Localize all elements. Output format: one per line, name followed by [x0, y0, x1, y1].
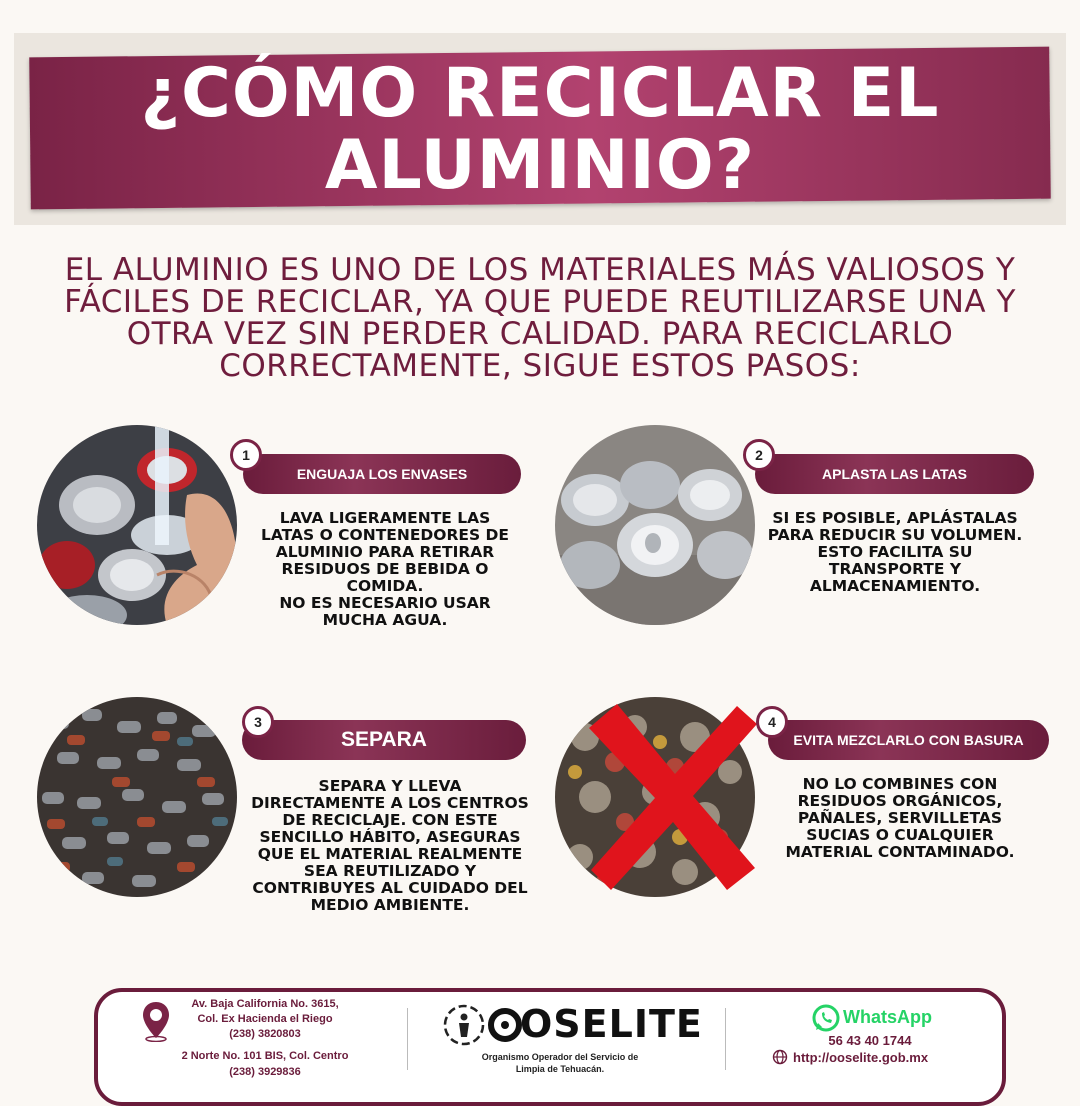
footer-divider-right — [725, 1008, 726, 1070]
step-4-number-badge: 4 — [756, 706, 788, 738]
crushed-cans-photo — [555, 425, 755, 625]
step-2-description: SI ES POSIBLE, APLÁSTALAS PARA REDUCIR SU VOLUMEN. ESTO FACILITA SU TRANSPORTE Y ALMACENAMIENTO. — [767, 509, 1023, 595]
footer-org-line-1: Organismo Operador del Servicio de — [481, 1052, 639, 1062]
step-4-title-pill: EVITA MEZCLARLO CON BASURA — [768, 720, 1049, 760]
footer-phone-2: (238) 3929836 — [229, 1066, 301, 1078]
recycle-person-icon — [442, 1003, 486, 1047]
footer-org-line-2: Limpia de Tehuacán. — [515, 1064, 605, 1074]
step-2-number-badge: 2 — [743, 439, 775, 471]
footer-logo-text: OSELITE — [520, 1002, 703, 1046]
step-3-title-pill: SEPARA — [242, 720, 526, 760]
step-1-title-pill: ENGUAJA LOS ENVASES — [243, 454, 521, 494]
page-title — [30, 54, 1050, 205]
step-3-number-badge: 3 — [242, 706, 274, 738]
step-1-number-badge: 1 — [230, 439, 262, 471]
oselite-logo-mark — [488, 1008, 522, 1042]
globe-icon — [772, 1049, 788, 1065]
title-line-1: ¿CÓMO RECICLAR EL — [140, 54, 940, 133]
title-line-2: ALUMINIO? — [324, 126, 756, 205]
footer-whatsapp-label: WhatsApp — [843, 1007, 932, 1027]
step-4-description: NO LO COMBINES CON RESIDUOS ORGÁNICOS, PAÑALES, SERVILLETAS SUCIAS O CUALQUIER MATERIAL CONTAMINADO. — [785, 775, 1015, 861]
whatsapp-icon — [812, 1004, 840, 1032]
red-x-icon — [577, 700, 767, 895]
footer-address-1-line-2: Col. Ex Hacienda el Riego — [197, 1013, 333, 1025]
sorted-cans-photo — [37, 697, 237, 897]
intro-text: EL ALUMINIO ES UNO DE LOS MATERIALES MÁS VALIOSOS Y FÁCILES DE RECICLAR, YA QUE PUEDE REUTILIZARSE UNA Y OTRA VEZ SIN PERDER CALIDAD. PARA RECICLARLO CORRECTAMENTE, SIGUE ESTOS PASOS: — [64, 252, 1016, 384]
footer-address-2: 2 Norte No. 101 BIS, Col. Centro — [181, 1050, 349, 1062]
rinse-cans-photo — [37, 425, 237, 625]
footer-address-1-line-1: Av. Baja California No. 3615, — [191, 998, 339, 1010]
step-2-title-pill: APLASTA LAS LATAS — [755, 454, 1034, 494]
location-pin-icon — [140, 1000, 172, 1042]
footer-whatsapp-number[interactable]: 56 43 40 1744 — [828, 1033, 912, 1048]
step-1-description: LAVA LIGERAMENTE LAS LATAS O CONTENEDORES DE ALUMINIO PARA RETIRAR RESIDUOS DE BEBIDA O COMIDA. NO ES NECESARIO USAR MUCHA AGUA. — [261, 509, 509, 629]
footer-phone-1: (238) 3820803 — [229, 1028, 301, 1040]
footer-divider-left — [407, 1008, 408, 1070]
step-3-description: SEPARA Y LLEVA DIRECTAMENTE A LOS CENTROS DE RECICLAJE. CON ESTE SENCILLO HÁBITO, ASEGURAS QUE EL MATERIAL REALMENTE SEA REUTILIZADO Y CONTRIBUYES AL CUIDADO DEL MEDIO AMBIENTE. — [251, 777, 529, 914]
footer-website-link[interactable]: http://ooselite.gob.mx — [793, 1050, 929, 1065]
